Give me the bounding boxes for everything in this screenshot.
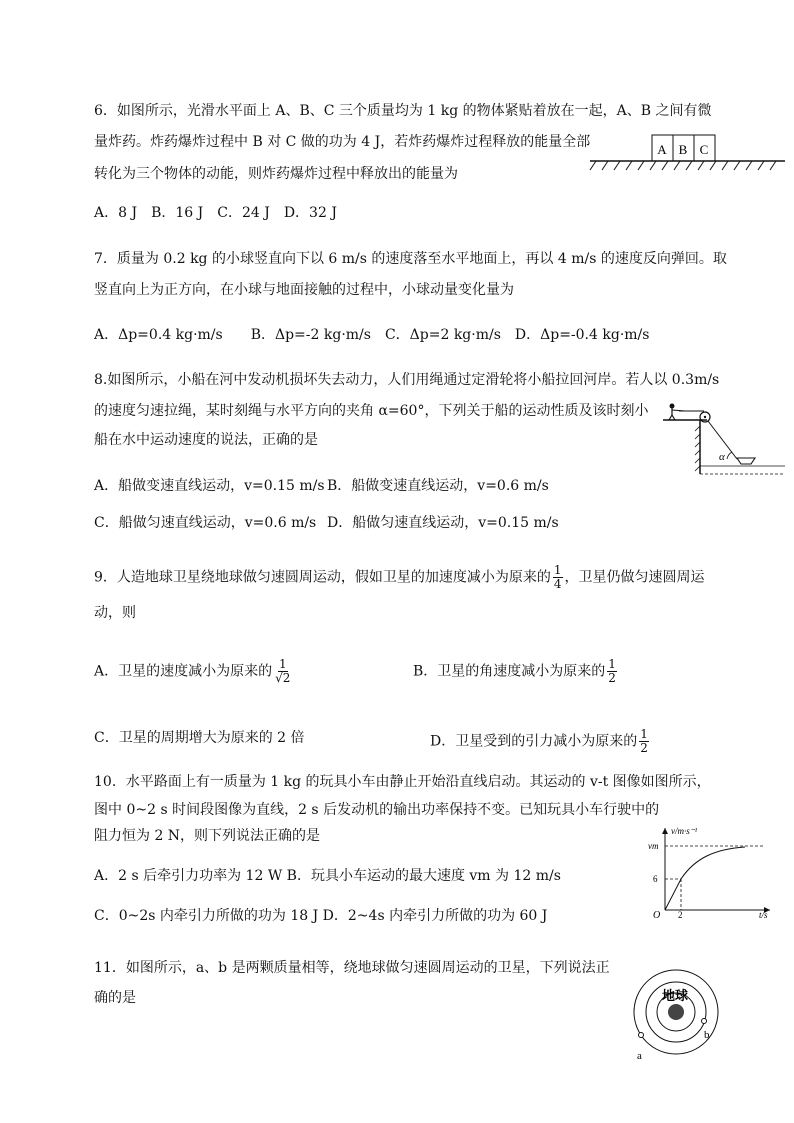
graph-origin: O (653, 910, 661, 921)
q9-option-d (430, 728, 651, 755)
q9-option-a-fraction (274, 658, 291, 685)
q11-line1: 11．如图所示，a、b 是两颗质量相等，绕地球做匀速圆周运动的卫星，下列说法正 (94, 960, 610, 976)
q9-option-a-text: A．卫星的速度减小为原来的 (94, 663, 273, 680)
earth-icon (668, 1004, 684, 1020)
q9-line1-tail: ，卫星仍做匀速圆周运 (564, 569, 705, 586)
q6-blocks-figure (590, 132, 790, 177)
frac-denominator: 4 (553, 577, 562, 591)
frac-denominator: 2 (640, 741, 648, 755)
q10-options-cd: C．0~2s 内牵引力所做的功为 18 J D．2~4s 内牵引力所做的功为 60 J (94, 908, 548, 924)
q8-option-b: B．船做变速直线运动，v=0.6 m/s (327, 478, 549, 494)
block-a-label: A (657, 142, 667, 157)
q6-line2: 量炸药。炸药爆炸过程中 B 对 C 做的功为 4 J，若炸药爆炸过程释放的能量全部 (94, 134, 591, 150)
satellite-b-label: b (704, 1029, 710, 1041)
frac-denominator: √2 (275, 671, 291, 685)
q9-line1 (94, 564, 705, 591)
q6-line1: 6．如图所示，光滑水平面上 A、B、C 三个质量均为 1 kg 的物体紧贴着放在一起，A、B 之间有微 (94, 103, 712, 119)
graph-six-tick: 6 (653, 874, 658, 884)
frac-numerator: 1 (278, 657, 287, 671)
q9-option-c: C．卫星的周期增大为原来的 2 倍 (94, 730, 305, 746)
q7-options: A．Δp=0.4 kg·m/s B．Δp=-2 kg·m/s C．Δp=2 kg·m/s D．Δp=-0.4 kg·m/s (94, 327, 650, 343)
q9-line2: 动，则 (94, 605, 136, 621)
q8-line3: 船在水中运动速度的说法，正确的是 (94, 432, 318, 448)
satellite-a (639, 1033, 644, 1038)
q7-line1: 7．质量为 0.2 kg 的小球竖直向下以 6 m/s 的速度落至水平地面上，再以 4 m/s 的速度反向弹回。取 (94, 251, 727, 267)
q8-boat-pulley-figure (655, 398, 790, 483)
q9-option-d-fraction (639, 728, 649, 755)
q6-options: A．8 J B．16 J C．24 J D．32 J (94, 205, 337, 221)
graph-xlabel: t/s (759, 910, 768, 920)
q8-option-a: A．船做变速直线运动，v=0.15 m/s (94, 478, 325, 494)
q9-option-b-fraction (607, 658, 617, 685)
graph-ylabel: v/m·s⁻¹ (671, 826, 698, 836)
frac-numerator: 1 (640, 727, 648, 741)
q9-fraction-quarter (553, 564, 563, 591)
vt-curve (665, 847, 745, 910)
frac-numerator: 1 (553, 563, 562, 577)
alpha-label: α (719, 451, 725, 463)
graph-two-tick: 2 (678, 910, 683, 920)
frac-numerator: 1 (608, 657, 616, 671)
satellite-a-label: a (637, 1050, 642, 1062)
q11-satellite-orbits-figure (628, 975, 728, 1070)
q10-line3: 阻力恒为 2 N，则下列说法正确的是 (94, 828, 321, 844)
q8-option-c: C．船做匀速直线运动，v=0.6 m/s (94, 515, 317, 531)
ground-hatching (590, 161, 776, 170)
q10-line2: 图中 0~2 s 时间段图像为直线，2 s 后发动机的输出功率保持不变。已知玩具小车行驶中的 (94, 802, 660, 818)
q6-line3: 转化为三个物体的动能，则炸药爆炸过程中释放出的能量为 (94, 166, 458, 182)
block-c-label: C (699, 142, 709, 157)
q8-option-d: D．船做匀速直线运动，v=0.15 m/s (327, 515, 559, 531)
q8-line1: 8.如图所示，小船在河中发动机损坏失去动力，人们用绳通过定滑轮将小船拉回河岸。若人以 0.3m/s (94, 372, 720, 388)
q8-line2: 的速度匀速拉绳，某时刻绳与水平方向的夹角 α=60°，下列关于船的运动性质及该时刻小 (94, 403, 649, 419)
q9-option-b-text: B．卫星的角速度减小为原来的 (413, 663, 606, 680)
q10-vt-graph (645, 820, 775, 920)
graph-vm-tick: vm (648, 841, 659, 851)
frac-denominator: 2 (608, 671, 616, 685)
q9-option-d-text: D．卫星受到的引力减小为原来的 (430, 733, 638, 750)
q7-line2: 竖直向上为正方向，在小球与地面接触的过程中，小球动量变化量为 (94, 282, 514, 298)
q9-option-b (413, 658, 619, 685)
block-b-label: B (678, 142, 688, 157)
q9-line1-text: 9．人造地球卫星绕地球做匀速圆周运动，假如卫星的加速度减小为原来的 (94, 569, 551, 586)
q9-option-a (94, 658, 293, 685)
q10-line1: 10．水平路面上有一质量为 1 kg 的玩具小车由静止开始沿直线启动。其运动的 v-t 图像如图所示， (94, 774, 711, 790)
q11-line2: 确的是 (94, 990, 136, 1006)
q10-options-ab: A．2 s 后牵引力功率为 12 W B．玩具小车运动的最大速度 vm 为 12 m/s (94, 868, 561, 884)
earth-label: 地球 (662, 988, 689, 1003)
satellite-b (702, 1019, 707, 1024)
